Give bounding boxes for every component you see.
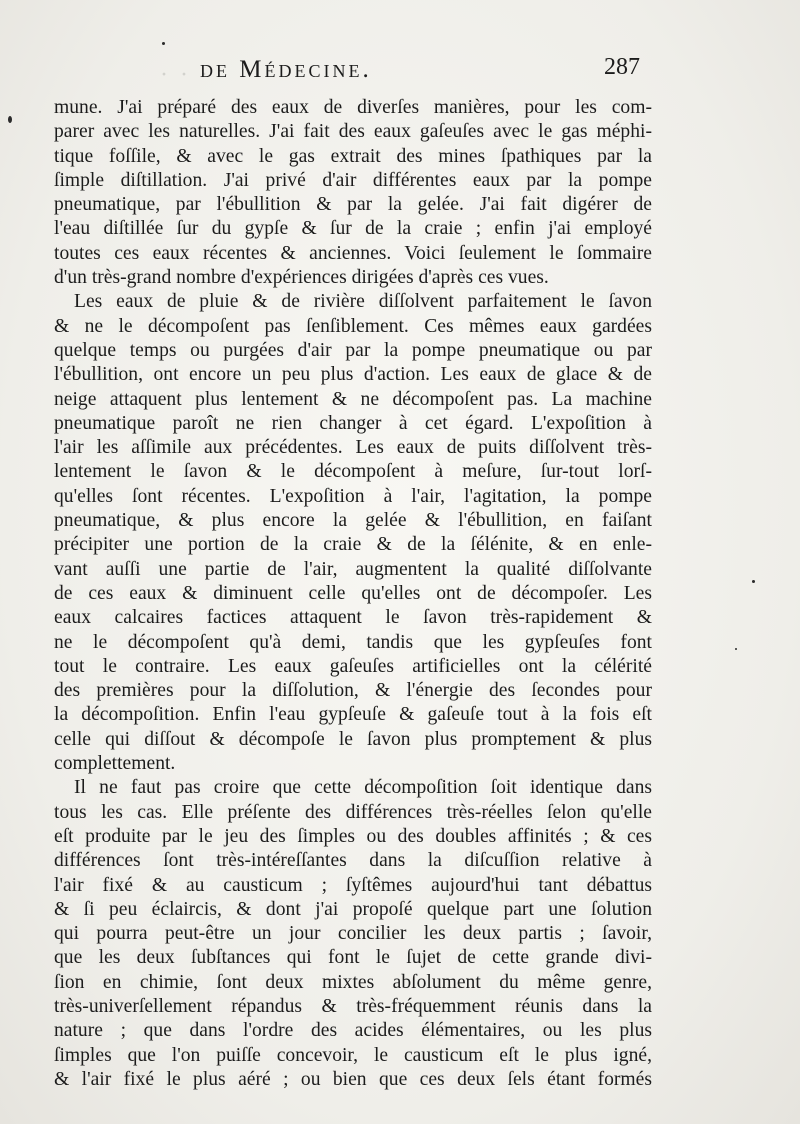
text-line: ne le décompoſent qu'à demi, tandis que les gypſeuſes font	[54, 631, 652, 653]
paragraph	[54, 776, 652, 1092]
text-line: pneumatique, & plus encore la gelée & l'ébullition, en faiſant	[54, 510, 652, 532]
text-line: précipiter une portion de la craie & de la ſélénite, & en enle-	[54, 534, 652, 556]
text-line: eſt produite par le jeu des ſimples ou des doubles affinités ; & ces	[54, 825, 652, 847]
text-line: tique foſſile, & avec le gas extrait des mines ſpathiques par la	[54, 145, 652, 167]
text-line: que les deux ſubſtances qui font le ſujet de cette grande divi-	[54, 947, 652, 969]
text-line: nature ; que dans l'ordre des acides élémentaires, ou les plus	[54, 1020, 652, 1042]
text-line: ſimples que l'on puiſſe concevoir, le causticum eſt le plus igné,	[54, 1044, 652, 1066]
text-line: Les eaux de pluie & de rivière diſſolvent parfaitement le ſavon	[74, 291, 652, 313]
text-line: tous les cas. Elle préſente des différences très-réelles ſelon qu'elle	[54, 801, 652, 823]
text-line: celle qui diſſout & décompoſe le ſavon plus promptement & plus	[54, 728, 652, 750]
paragraph	[54, 96, 652, 290]
show-through-text: · · ·	[160, 62, 211, 88]
ink-speck	[752, 580, 755, 583]
text-line: l'air fixé & au causticum ; ſyſtêmes aujourd'hui tant débattus	[54, 874, 652, 896]
page-number: 287	[604, 54, 640, 80]
text-line: qui pourra peut-être un jour concilier les deux partis ; ſavoir,	[54, 923, 652, 945]
text-line: ſion en chimie, ſont deux mixtes abſolument du même genre,	[54, 971, 652, 993]
text-line: l'eau diſtillée ſur du gypſe & ſur de la craie ; enfin j'ai employé	[54, 218, 652, 240]
text-line: de ces eaux & diminuent celle qu'elles ont de décompoſer. Les	[54, 582, 652, 604]
text-line: des premières pour la diſſolution, & l'énergie des ſecondes pour	[54, 680, 652, 702]
page-header	[0, 52, 800, 92]
text-line: la décompoſition. Enfin l'eau gypſeuſe & gaſeuſe tout à la fois eſt	[54, 704, 652, 726]
text-line: quelque temps ou purgées d'air par la pompe pneumatique ou par	[54, 339, 652, 361]
text-line: toutes ces eaux récentes & anciennes. Voici ſeulement le ſommaire	[54, 242, 652, 264]
body-text	[54, 96, 652, 1092]
ink-speck	[735, 648, 737, 650]
text-line: très-univerſellement répandus & très-fréquemment réunis dans la	[54, 995, 652, 1017]
text-line: complettement.	[54, 753, 176, 775]
text-line: Il ne faut pas croire que cette décompoſition ſoit identique dans	[74, 777, 652, 799]
text-line: qu'elles ſont récentes. L'expoſition à l'air, l'agitation, la pompe	[54, 485, 652, 507]
text-line: parer avec les naturelles. J'ai fait des eaux gaſeuſes avec le gas méphi-	[54, 121, 652, 143]
text-line: l'air les aſſimile aux précédentes. Les eaux de puits diſſolvent très-	[54, 437, 652, 459]
text-line: neige attaquent plus lentement & ne décompoſent pas. La machine	[54, 388, 652, 410]
ink-speck	[162, 42, 165, 45]
ink-speck	[8, 116, 12, 123]
text-line: & ne le décompoſent pas ſenſiblement. Ces mêmes eaux gardées	[54, 315, 652, 337]
text-line: l'ébullition, ont encore un peu plus d'action. Les eaux de glace & de	[54, 364, 652, 386]
text-line: eaux calcaires factices attaquent le ſavon très-rapidement &	[54, 607, 652, 629]
text-line: ſimple diſtillation. J'ai privé d'air différentes eaux par la pompe	[54, 169, 652, 191]
text-line: pneumatique, par l'ébullition & par la gelée. J'ai fait digérer de	[54, 194, 652, 216]
text-line: d'un très-grand nombre d'expériences dirigées d'après ces vues.	[54, 267, 549, 289]
text-line: tout le contraire. Les eaux gaſeuſes artificielles ont la célérité	[54, 655, 652, 677]
text-line: différences ſont très-intéreſſantes dans la diſcuſſion relative à	[54, 850, 652, 872]
text-line: & ſi peu éclaircis, & dont j'ai propoſé quelque part une ſolution	[54, 898, 652, 920]
running-title: de Médecine.	[200, 56, 372, 83]
paragraph	[54, 290, 652, 776]
text-line: & l'air fixé le plus aéré ; ou bien que ces deux ſels étant formés	[54, 1068, 652, 1090]
text-line: pneumatique paroît ne rien changer à cet égard. L'expoſition à	[54, 412, 652, 434]
text-line: vant auſſi une partie de l'air, augmentent la qualité diſſolvante	[54, 558, 652, 580]
text-line: mune. J'ai préparé des eaux de diverſes manières, pour les com-	[54, 97, 652, 118]
text-line: lentement le ſavon & le décompoſent à meſure, ſur-tout lorſ-	[54, 461, 652, 483]
